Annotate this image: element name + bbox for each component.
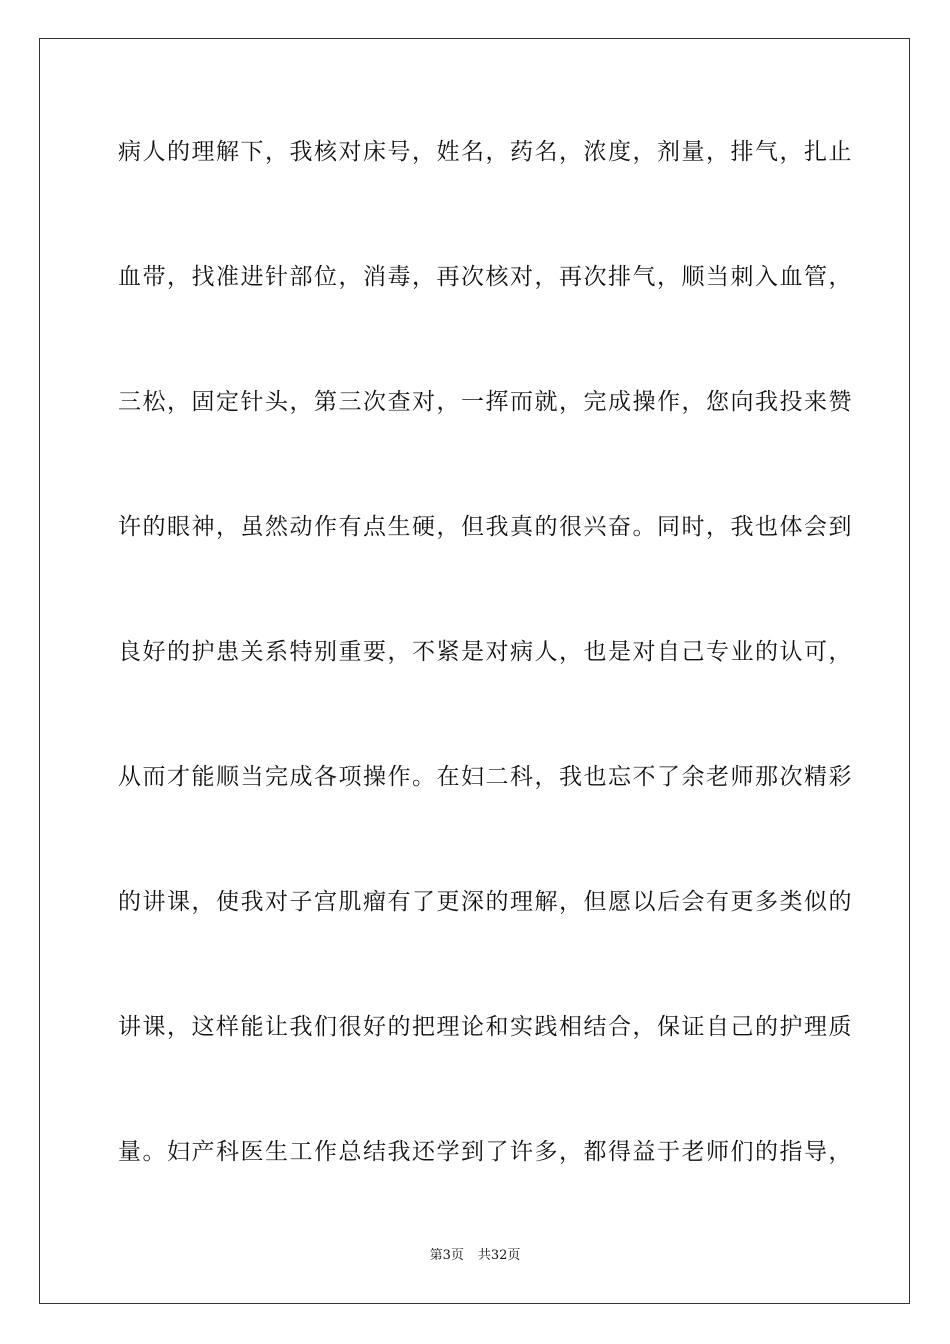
page-total: 共32页	[477, 1248, 521, 1263]
text-line: 三松，固定针头，第三次查对，一挥而就，完成操作，您向我投来赞	[118, 389, 853, 415]
text-line: 量。妇产科医生工作总结我还学到了许多，都得益于老师们的指导，	[118, 1139, 853, 1165]
text-line: 讲课，这样能让我们很好的把理论和实践相结合，保证自己的护理质	[118, 1014, 853, 1040]
text-line: 良好的护患关系特别重要，不紧是对病人，也是对自己专业的认可，	[118, 639, 853, 665]
text-line: 从而才能顺当完成各项操作。在妇二科，我也忘不了余老师那次精彩	[118, 764, 853, 790]
text-line: 的讲课，使我对子宫肌瘤有了更深的理解，但愿以后会有更多类似的	[118, 889, 853, 915]
page-footer	[0, 1247, 950, 1265]
text-line: 病人的理解下，我核对床号，姓名，药名，浓度，剂量，排气，扎止	[118, 139, 853, 165]
body-text	[118, 120, 853, 1245]
page-number: 第3页	[429, 1248, 464, 1263]
text-line: 许的眼神，虽然动作有点生硬，但我真的很兴奋。同时，我也体会到	[118, 514, 853, 540]
text-line: 血带，找准进针部位，消毒，再次核对，再次排气，顺当刺入血管，	[118, 264, 853, 290]
